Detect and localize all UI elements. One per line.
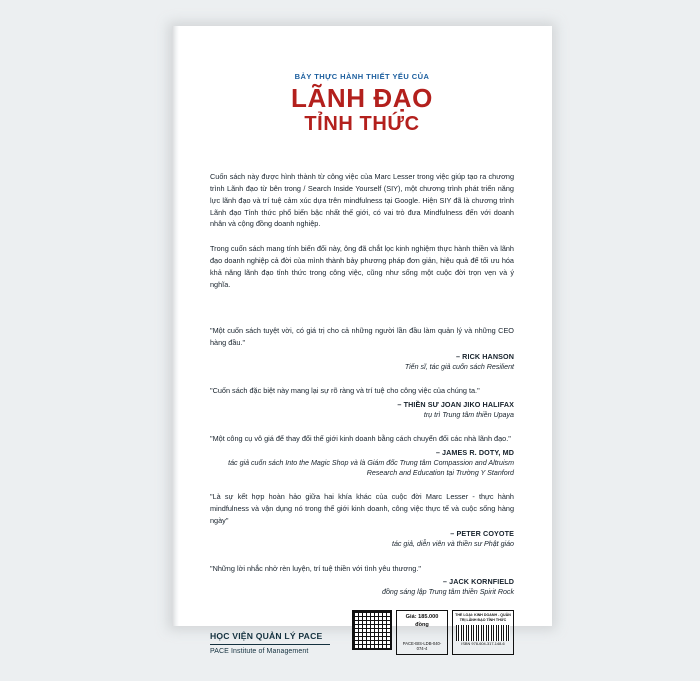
endorsement-text: "Là sự kết hợp hoàn hảo giữa hai khía khác của cuộc đời Marc Lesser - thực hành mindfulness và vận dụng nó trong thế giới kinh doanh, công việc thực tế và cuộc sống hàng ngày": [210, 492, 514, 525]
category-label: THỂ LOẠI: KINH DOANH - QUẢN TRỊ LÃNH ĐẠO TỈNH THỨC: [455, 613, 511, 622]
description-paragraph-2: Trong cuốn sách mang tính biến đổi này, ông đã chắt lọc kinh nghiệm thực hành thiền và lãnh đạo doanh nghiệp cả đời của mình thành bảy phương pháp đơn giản, hiệu quả để tối ưu hóa khả năng lãnh đạo tỉnh thức trong công việc, cũng như sống một cuộc đời trọn vẹn và ý nghĩa.: [210, 244, 514, 289]
endorsement-role: tác giả, diễn viên và thiền sư Phật giáo: [391, 540, 514, 549]
endorsement-author: – JACK KORNFIELD: [442, 577, 514, 587]
cover-description: [210, 171, 514, 303]
endorsement-text: "Cuốn sách đặc biệt này mang lại sự rõ ràng và trí tuệ cho công việc của chúng ta.": [210, 386, 480, 396]
sku-label: PACE-BIS-LDB-040-074-4: [402, 640, 442, 652]
title-block: [210, 72, 514, 135]
barcode-icon: [456, 625, 510, 641]
endorsement-author: – THIỀN SƯ JOAN JIKO HALIFAX: [397, 399, 514, 409]
endorsement-role: trụ trì Trung tâm thiền Upaya: [423, 410, 514, 419]
endorsement-role: tác giả cuốn sách Into the Magic Shop và là Giám đốc Trung tâm Compassion and Altruism Research and Education tại Trường Y Stanford: [228, 458, 514, 477]
endorsement-author: – PETER COYOTE: [450, 529, 514, 539]
publisher-block: [210, 631, 330, 655]
barcode-group: [352, 610, 514, 655]
cover-eyebrow: BẢY THỰC HÀNH THIẾT YẾU CỦA: [294, 72, 430, 81]
endorsement-role: đồng sáng lập Trung tâm thiền Spirit Rock: [382, 588, 514, 597]
endorsement-author: – JAMES R. DOTY, MD: [435, 447, 514, 457]
endorsement-item: [210, 385, 514, 420]
description-paragraph-1: Cuốn sách này được hình thành từ công việc của Marc Lesser trong việc giúp tạo ra chương trình Lãnh đạo từ bên trong / Search Inside Yourself (SIY), một chương trình phát triển năng lực lãnh đạo và trí tuệ cảm xúc dựa trên mindfulness tại Google. Hiện SIY đã là chương trình Lãnh đạo Tỉnh thức phổ biến bậc nhất thế giới, có vai trò đưa Mindfulness đến với doanh nhân và cộng đồng doanh nghiệp.: [210, 172, 514, 229]
cover-title-main: LÃNH ĐẠO: [290, 83, 433, 113]
endorsement-list: [210, 325, 514, 610]
endorsement-text: "Những lời nhắc nhở rèn luyện, trí tuệ thiền với tình yêu thương.": [210, 563, 421, 573]
endorsement-item: [210, 563, 514, 598]
cover-title-sub: TỈNH THỨC: [304, 113, 420, 136]
endorsement-role: Tiến sĩ, tác giả cuốn sách Resilient: [404, 362, 514, 371]
endorsement-text: "Một công cụ vô giá để thay đổi thế giới kinh doanh bằng cách chuyển đổi các nhà lãnh đạo.": [210, 433, 511, 443]
endorsement-item: [210, 325, 514, 372]
book-spine: [172, 26, 179, 626]
publisher-name: HỌC VIỆN QUẢN LÝ PACE: [210, 631, 323, 642]
isbn-label: ISBN 978-604-317-148-6: [461, 641, 505, 647]
endorsement-author: – RICK HANSON: [455, 351, 514, 361]
publisher-divider: [210, 644, 330, 645]
isbn-box: [452, 610, 514, 655]
endorsement-item: [210, 433, 514, 478]
endorsement-text: "Một cuốn sách tuyệt vời, có giá trị cho cả những người lần đầu làm quản lý và những CEO hàng đầu.": [210, 326, 514, 348]
qr-code-icon: [352, 610, 392, 650]
cover-footer: [210, 610, 514, 681]
book-back-cover: [172, 26, 552, 656]
price-label: Giá: 185.000 đồng: [405, 614, 439, 628]
publisher-subtitle: PACE Institute of Management: [210, 648, 309, 656]
endorsement-item: [210, 491, 514, 549]
price-box: [396, 610, 448, 655]
